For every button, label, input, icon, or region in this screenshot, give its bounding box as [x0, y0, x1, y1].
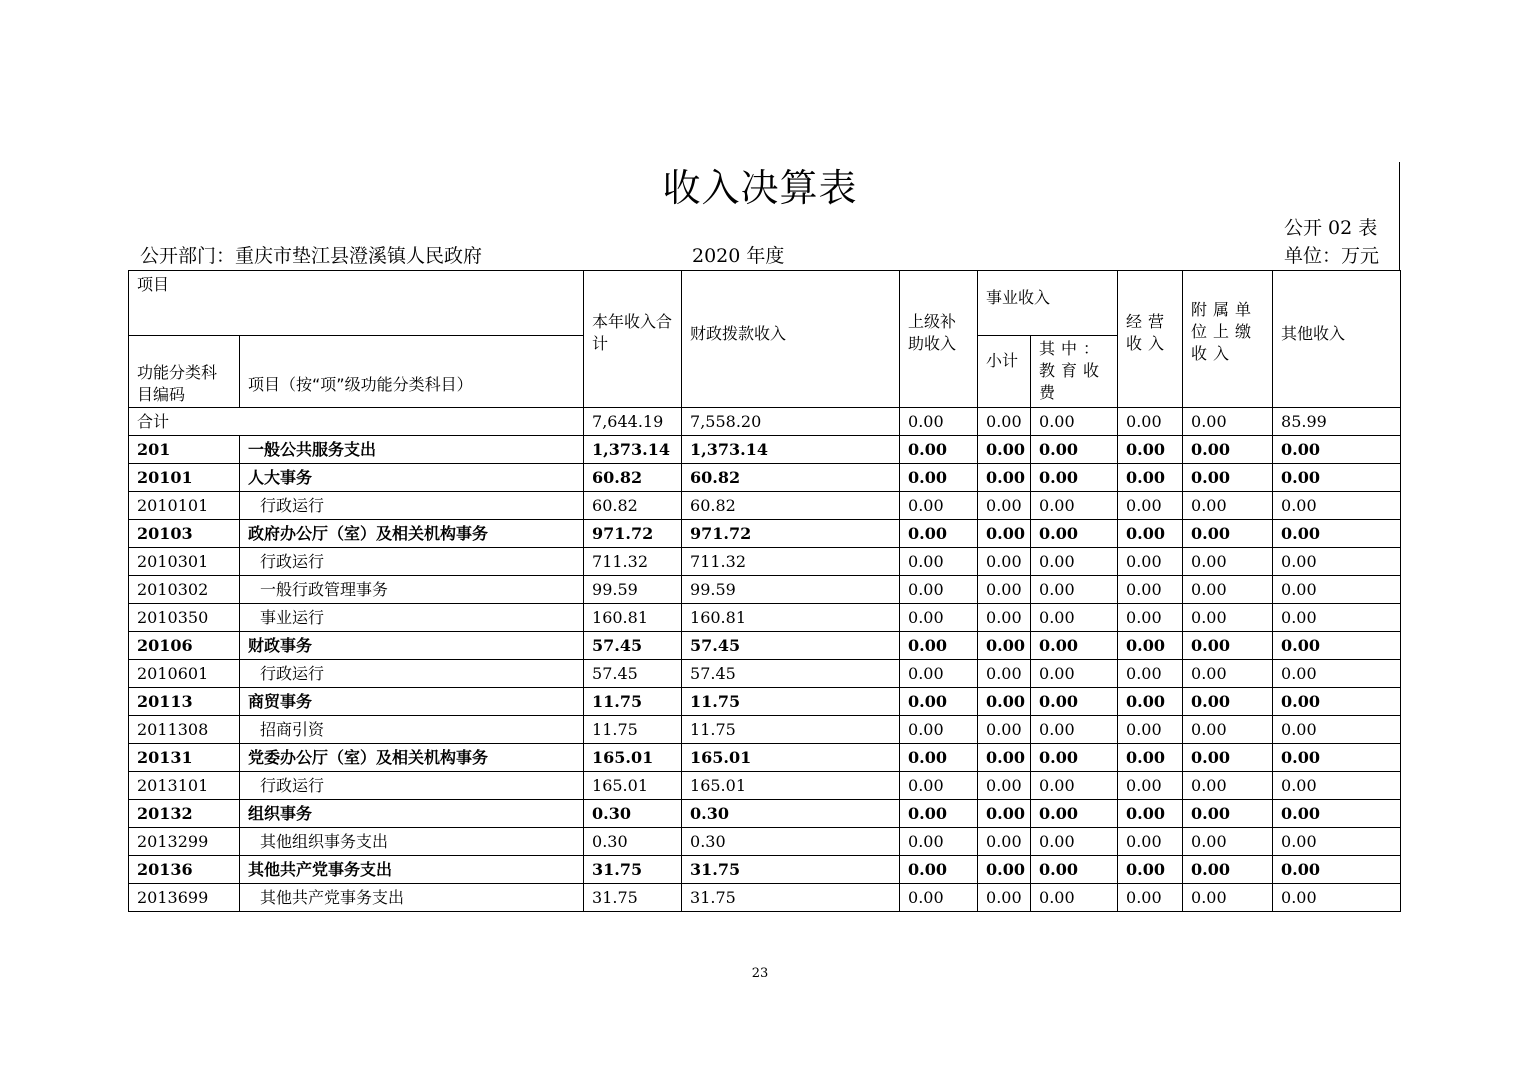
- page-title: 收入决算表: [662, 166, 858, 210]
- total-cell: 0.00: [1031, 408, 1118, 436]
- total-cell: 0.00: [900, 408, 978, 436]
- row-value: 11.75: [682, 716, 900, 744]
- row-value: 0.00: [1118, 464, 1183, 492]
- row-value: 0.00: [1183, 800, 1273, 828]
- row-value: 0.00: [1118, 436, 1183, 464]
- row-name: 其他组织事务支出: [240, 828, 584, 856]
- row-value: 0.00: [900, 800, 978, 828]
- row-name: 一般公共服务支出: [240, 436, 584, 464]
- row-code: 2010301: [129, 548, 240, 576]
- row-name: 行政运行: [240, 492, 584, 520]
- row-value: 0.30: [682, 800, 900, 828]
- row-value: 0.00: [978, 492, 1031, 520]
- row-code: 2013101: [129, 772, 240, 800]
- row-code: 2013299: [129, 828, 240, 856]
- header-business-subtotal: 小计: [978, 336, 1031, 408]
- row-value: 11.75: [584, 716, 682, 744]
- row-value: 0.00: [900, 716, 978, 744]
- header-business: 事业收入: [978, 271, 1118, 336]
- header-total: 本年收入合计: [584, 271, 682, 408]
- row-value: 0.00: [900, 464, 978, 492]
- row-name: 财政事务: [240, 632, 584, 660]
- row-value: 0.00: [1183, 604, 1273, 632]
- header-code: 功能分类科目编码: [129, 336, 240, 408]
- row-value: 160.81: [682, 604, 900, 632]
- row-code: 20106: [129, 632, 240, 660]
- row-value: 0.00: [1273, 772, 1401, 800]
- header-operating: 经营收入: [1118, 271, 1183, 408]
- row-value: 0.00: [1273, 856, 1401, 884]
- row-value: 0.00: [1273, 660, 1401, 688]
- row-value: 0.00: [978, 856, 1031, 884]
- row-name: 一般行政管理事务: [240, 576, 584, 604]
- row-value: 0.00: [978, 744, 1031, 772]
- row-code: 2011308: [129, 716, 240, 744]
- row-value: 0.00: [1273, 744, 1401, 772]
- row-value: 0.00: [978, 604, 1031, 632]
- row-name: 事业运行: [240, 604, 584, 632]
- row-value: 0.00: [1031, 464, 1118, 492]
- row-value: 0.00: [900, 772, 978, 800]
- row-value: 0.00: [1118, 688, 1183, 716]
- row-value: 165.01: [584, 744, 682, 772]
- row-value: 0.00: [978, 520, 1031, 548]
- row-code: 2013699: [129, 884, 240, 912]
- row-value: 0.00: [1031, 744, 1118, 772]
- row-value: 0.00: [1118, 632, 1183, 660]
- row-value: 57.45: [584, 660, 682, 688]
- row-value: 0.00: [1118, 492, 1183, 520]
- row-value: 0.00: [900, 688, 978, 716]
- header-name: 项目（按“项”级功能分类科目）: [240, 336, 584, 408]
- row-value: 0.00: [1183, 716, 1273, 744]
- total-cell: 7,644.19: [584, 408, 682, 436]
- row-value: 0.00: [1118, 576, 1183, 604]
- row-value: 0.00: [978, 688, 1031, 716]
- row-code: 20136: [129, 856, 240, 884]
- row-name: 其他共产党事务支出: [240, 856, 584, 884]
- row-name: 党委办公厅（室）及相关机构事务: [240, 744, 584, 772]
- row-value: 0.00: [1273, 688, 1401, 716]
- row-value: 0.00: [900, 660, 978, 688]
- row-value: 0.00: [900, 492, 978, 520]
- table-row: [129, 604, 1401, 632]
- row-name: 组织事务: [240, 800, 584, 828]
- row-value: 0.00: [900, 576, 978, 604]
- row-value: 165.01: [682, 772, 900, 800]
- header-item: 项目: [129, 271, 584, 336]
- row-code: 2010101: [129, 492, 240, 520]
- form-number: 公开 02 表: [1284, 217, 1378, 239]
- row-value: 0.00: [1273, 884, 1401, 912]
- row-value: 0.00: [1031, 520, 1118, 548]
- row-value: 0.00: [1118, 856, 1183, 884]
- row-value: 0.00: [1118, 716, 1183, 744]
- row-value: 0.00: [1183, 548, 1273, 576]
- row-value: 0.00: [1183, 492, 1273, 520]
- row-value: 31.75: [682, 884, 900, 912]
- row-value: 0.00: [1031, 632, 1118, 660]
- row-value: 0.00: [1183, 828, 1273, 856]
- row-value: 0.00: [900, 548, 978, 576]
- row-value: 99.59: [682, 576, 900, 604]
- row-value: 0.00: [978, 548, 1031, 576]
- table-row: [129, 660, 1401, 688]
- table-row: [129, 464, 1401, 492]
- row-value: 0.00: [1031, 660, 1118, 688]
- row-value: 0.00: [1118, 520, 1183, 548]
- row-value: 0.00: [978, 632, 1031, 660]
- row-value: 971.72: [584, 520, 682, 548]
- total-cell: 85.99: [1273, 408, 1401, 436]
- total-cell: 7,558.20: [682, 408, 900, 436]
- row-value: 0.00: [1183, 744, 1273, 772]
- margin-rule: [1399, 162, 1400, 270]
- row-name: 行政运行: [240, 772, 584, 800]
- row-value: 0.00: [978, 576, 1031, 604]
- row-value: 0.00: [978, 436, 1031, 464]
- row-value: 0.00: [1031, 856, 1118, 884]
- row-value: 0.00: [1183, 464, 1273, 492]
- row-value: 0.00: [1273, 520, 1401, 548]
- row-value: 60.82: [584, 464, 682, 492]
- row-value: 0.00: [1118, 660, 1183, 688]
- row-value: 0.00: [1031, 688, 1118, 716]
- table-row: [129, 520, 1401, 548]
- row-value: 0.00: [1273, 464, 1401, 492]
- row-value: 0.00: [900, 604, 978, 632]
- row-value: 0.00: [1031, 716, 1118, 744]
- row-value: 0.00: [900, 828, 978, 856]
- row-value: 0.00: [900, 520, 978, 548]
- row-code: 20132: [129, 800, 240, 828]
- row-name: 政府办公厅（室）及相关机构事务: [240, 520, 584, 548]
- row-value: 0.00: [1118, 548, 1183, 576]
- header-affiliated: 附属单位上缴收入: [1183, 271, 1273, 408]
- row-value: 0.00: [1183, 884, 1273, 912]
- row-value: 0.30: [584, 828, 682, 856]
- row-code: 20131: [129, 744, 240, 772]
- table-body: [129, 408, 1401, 912]
- table-row: [129, 884, 1401, 912]
- department-label: 公开部门：重庆市垫江县澄溪镇人民政府: [140, 245, 483, 267]
- table-row: [129, 856, 1401, 884]
- row-value: 0.00: [1273, 800, 1401, 828]
- row-value: 0.00: [900, 744, 978, 772]
- row-code: 2010350: [129, 604, 240, 632]
- row-value: 1,373.14: [584, 436, 682, 464]
- row-value: 0.00: [978, 660, 1031, 688]
- row-value: 971.72: [682, 520, 900, 548]
- row-value: 0.00: [1031, 884, 1118, 912]
- row-value: 0.00: [1183, 660, 1273, 688]
- header-fiscal: 财政拨款收入: [682, 271, 900, 408]
- fiscal-year: 2020 年度: [692, 245, 785, 267]
- row-value: 57.45: [682, 660, 900, 688]
- row-value: 0.30: [584, 800, 682, 828]
- row-value: 0.00: [978, 884, 1031, 912]
- row-name: 其他共产党事务支出: [240, 884, 584, 912]
- row-value: 57.45: [584, 632, 682, 660]
- row-value: 0.00: [1118, 604, 1183, 632]
- table-row: [129, 800, 1401, 828]
- row-value: 0.00: [978, 464, 1031, 492]
- header-other: 其他收入: [1273, 271, 1401, 408]
- header-superior: 上级补助收入: [900, 271, 978, 408]
- row-value: 0.00: [1118, 744, 1183, 772]
- row-name: 商贸事务: [240, 688, 584, 716]
- row-value: 0.00: [900, 856, 978, 884]
- row-name: 招商引资: [240, 716, 584, 744]
- row-value: 0.00: [1273, 548, 1401, 576]
- row-code: 2010302: [129, 576, 240, 604]
- row-value: 711.32: [584, 548, 682, 576]
- row-value: 0.00: [1183, 436, 1273, 464]
- table-row: [129, 744, 1401, 772]
- row-value: 0.00: [1118, 828, 1183, 856]
- row-value: 0.00: [1183, 632, 1273, 660]
- row-value: 0.00: [1031, 828, 1118, 856]
- row-value: 0.00: [1031, 576, 1118, 604]
- row-value: 57.45: [682, 632, 900, 660]
- row-value: 60.82: [682, 492, 900, 520]
- row-value: 0.00: [1183, 576, 1273, 604]
- row-name: 行政运行: [240, 660, 584, 688]
- header-business-edu: 其中：教育收费: [1031, 336, 1118, 408]
- row-value: 0.00: [1273, 716, 1401, 744]
- row-value: 60.82: [682, 464, 900, 492]
- row-value: 0.00: [978, 716, 1031, 744]
- row-value: 0.00: [1031, 548, 1118, 576]
- row-value: 711.32: [682, 548, 900, 576]
- row-value: 0.00: [900, 632, 978, 660]
- row-value: 0.00: [978, 772, 1031, 800]
- row-value: 0.00: [1183, 520, 1273, 548]
- total-label: 合计: [129, 408, 584, 436]
- row-value: 0.00: [1118, 772, 1183, 800]
- row-value: 0.00: [1273, 632, 1401, 660]
- table-row: [129, 576, 1401, 604]
- row-value: 31.75: [584, 884, 682, 912]
- row-value: 11.75: [682, 688, 900, 716]
- table-row: [129, 716, 1401, 744]
- row-code: 20103: [129, 520, 240, 548]
- row-value: 0.00: [1031, 604, 1118, 632]
- row-value: 160.81: [584, 604, 682, 632]
- row-value: 0.00: [900, 436, 978, 464]
- row-value: 0.00: [1273, 492, 1401, 520]
- row-value: 0.00: [1031, 772, 1118, 800]
- row-value: 0.00: [1031, 492, 1118, 520]
- row-value: 0.00: [978, 828, 1031, 856]
- row-value: 0.00: [1273, 436, 1401, 464]
- table-row: [129, 436, 1401, 464]
- total-cell: 0.00: [1118, 408, 1183, 436]
- row-name: 人大事务: [240, 464, 584, 492]
- row-value: 60.82: [584, 492, 682, 520]
- row-value: 0.00: [1118, 884, 1183, 912]
- row-value: 165.01: [682, 744, 900, 772]
- row-code: 20101: [129, 464, 240, 492]
- row-value: 0.00: [1031, 800, 1118, 828]
- table-row: [129, 828, 1401, 856]
- row-code: 2010601: [129, 660, 240, 688]
- income-table: [128, 270, 1401, 912]
- row-code: 201: [129, 436, 240, 464]
- total-cell: 0.00: [1183, 408, 1273, 436]
- table-row: [129, 632, 1401, 660]
- table-row: [129, 688, 1401, 716]
- total-row: [129, 408, 1401, 436]
- row-value: 0.00: [978, 800, 1031, 828]
- row-value: 0.00: [1273, 576, 1401, 604]
- unit-label: 单位：万元: [1284, 245, 1380, 267]
- page-number: 23: [751, 966, 769, 981]
- row-value: 1,373.14: [682, 436, 900, 464]
- row-value: 0.00: [900, 884, 978, 912]
- row-value: 0.00: [1273, 604, 1401, 632]
- row-value: 31.75: [584, 856, 682, 884]
- row-value: 0.00: [1118, 800, 1183, 828]
- row-value: 31.75: [682, 856, 900, 884]
- table-row: [129, 548, 1401, 576]
- row-value: 0.00: [1183, 772, 1273, 800]
- row-value: 11.75: [584, 688, 682, 716]
- table-row: [129, 772, 1401, 800]
- total-cell: 0.00: [978, 408, 1031, 436]
- row-value: 99.59: [584, 576, 682, 604]
- row-value: 165.01: [584, 772, 682, 800]
- row-value: 0.00: [1031, 436, 1118, 464]
- row-name: 行政运行: [240, 548, 584, 576]
- row-value: 0.00: [1273, 828, 1401, 856]
- row-value: 0.00: [1183, 688, 1273, 716]
- row-value: 0.00: [1183, 856, 1273, 884]
- row-value: 0.30: [682, 828, 900, 856]
- row-code: 20113: [129, 688, 240, 716]
- table-row: [129, 492, 1401, 520]
